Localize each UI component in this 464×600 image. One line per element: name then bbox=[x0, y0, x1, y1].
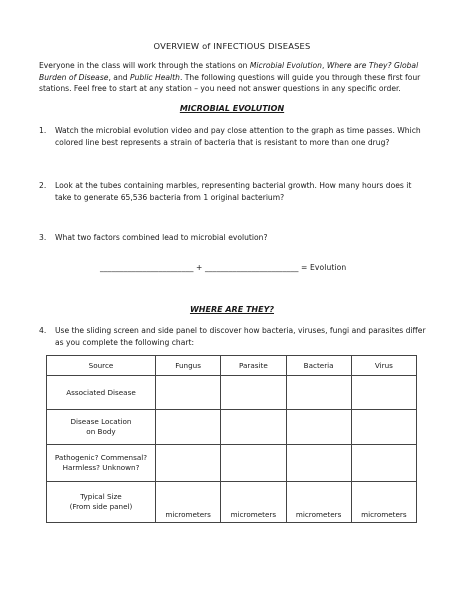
chart-cell-virus[interactable] bbox=[351, 376, 416, 410]
question-number: 3. bbox=[39, 233, 47, 242]
station-where-are-they: Where are They? bbox=[326, 61, 392, 70]
chart-row-typical-size bbox=[47, 482, 417, 523]
question-1 bbox=[39, 125, 429, 148]
section-heading-where-are-they: WHERE ARE THEY? bbox=[189, 305, 275, 314]
chart-cell-fungus[interactable]: micrometers bbox=[156, 482, 221, 523]
microbe-comparison-chart bbox=[46, 355, 417, 523]
chart-cell-virus[interactable] bbox=[351, 445, 416, 482]
intro-text-1: Everyone in the class will work through the stations on bbox=[39, 61, 250, 70]
chart-cell-parasite[interactable] bbox=[221, 410, 286, 445]
row-label: Disease Location on Body bbox=[47, 410, 156, 445]
chart-cell-bacteria[interactable] bbox=[286, 410, 351, 445]
question-text: Look at the tubes containing marbles, representing bacterial growth. How many hours does it take to generate 65,536 bacteria from 1 original bacterium? bbox=[55, 181, 412, 202]
chart-header-virus: Virus bbox=[351, 356, 416, 376]
row-label: Associated Disease bbox=[47, 376, 156, 410]
document-title: OVERVIEW of INFECTIOUS DISEASES bbox=[153, 41, 311, 51]
chart-cell-fungus[interactable] bbox=[156, 376, 221, 410]
chart-header-bacteria: Bacteria bbox=[286, 356, 351, 376]
chart-cell-parasite[interactable] bbox=[221, 376, 286, 410]
intro-paragraph bbox=[39, 60, 427, 95]
chart-cell-bacteria[interactable] bbox=[286, 445, 351, 482]
row-label: Pathogenic? Commensal? Harmless? Unknown? bbox=[47, 445, 156, 482]
chart-cell-virus[interactable]: micrometers bbox=[351, 482, 416, 523]
station-public-health: Public Health bbox=[130, 72, 180, 82]
chart-cell-bacteria[interactable] bbox=[286, 376, 351, 410]
section-heading-microbial-evolution: MICROBIAL EVOLUTION bbox=[179, 104, 285, 113]
chart-header-fungus: Fungus bbox=[156, 356, 221, 376]
chart-cell-fungus[interactable] bbox=[156, 445, 221, 482]
chart-cell-bacteria[interactable]: micrometers bbox=[286, 482, 351, 523]
question-number: 1. bbox=[39, 126, 47, 135]
station-global-burden: Global Burden of Disease bbox=[39, 61, 419, 82]
question-text: Watch the microbial evolution video and pay close attention to the graph as time passes. Which colored line best represents a strain of bacteria that is resistant to more than one drug? bbox=[55, 126, 421, 147]
question-4 bbox=[39, 325, 429, 348]
chart-header-source: Source bbox=[47, 356, 156, 376]
question-text: What two factors combined lead to microbial evolution? bbox=[55, 233, 268, 242]
intro-separator: , and bbox=[108, 72, 130, 82]
chart-header-row bbox=[47, 356, 417, 376]
chart-header-parasite: Parasite bbox=[221, 356, 286, 376]
chart-row-associated-disease bbox=[47, 376, 417, 410]
chart-row-pathogenic bbox=[47, 445, 417, 482]
station-microbial-evolution: Microbial Evolution bbox=[249, 61, 322, 70]
question-number: 4. bbox=[39, 326, 47, 335]
intro-text-2: . The following questions will guide you through these first four stations. Feel free to start at any station – you need not answer questions in any specific order. bbox=[39, 72, 421, 94]
question-2 bbox=[39, 180, 429, 203]
question-text: Use the sliding screen and side panel to discover how bacteria, viruses, fungi and parasites differ as you complete the following chart: bbox=[55, 326, 426, 347]
chart-cell-parasite[interactable]: micrometers bbox=[221, 482, 286, 523]
chart-row-disease-location bbox=[47, 410, 417, 445]
chart-cell-fungus[interactable] bbox=[156, 410, 221, 445]
evolution-equation-blanks[interactable]: ________________________ + ________________________ = Evolution bbox=[100, 263, 347, 272]
question-number: 2. bbox=[39, 181, 47, 190]
intro-separator: , bbox=[321, 61, 327, 70]
row-label: Typical Size (From side panel) bbox=[47, 482, 156, 523]
question-3 bbox=[39, 232, 429, 244]
chart-cell-parasite[interactable] bbox=[221, 445, 286, 482]
chart-cell-virus[interactable] bbox=[351, 410, 416, 445]
